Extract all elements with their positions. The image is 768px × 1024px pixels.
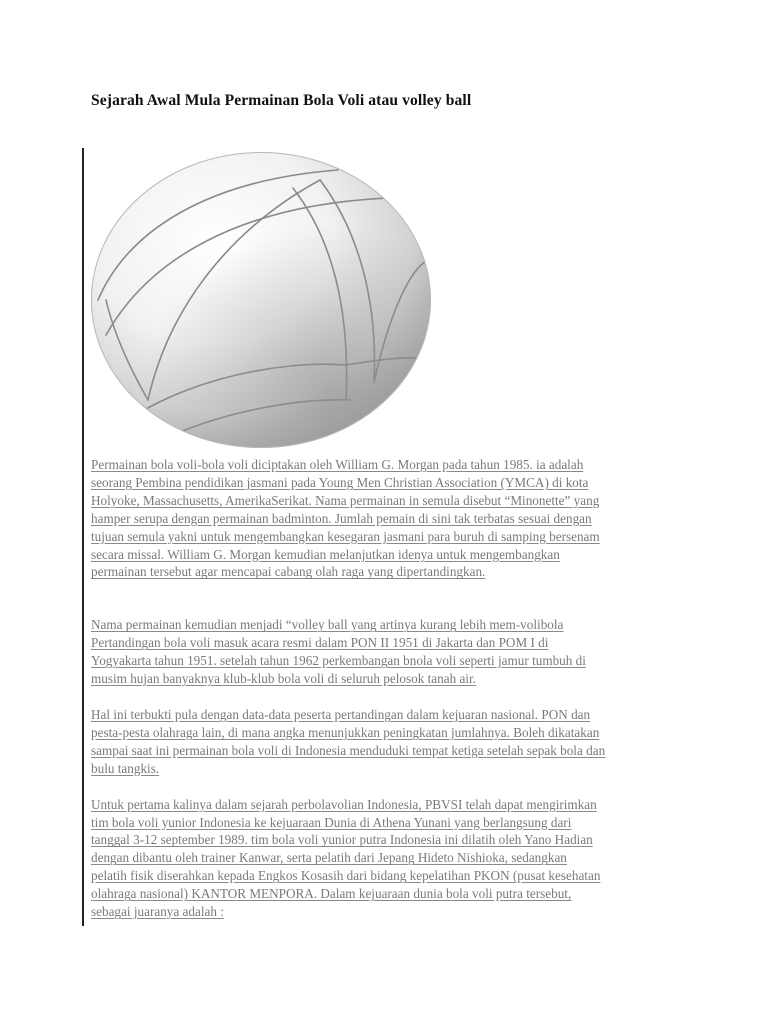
paragraph-origin: Permainan bola voli-bola voli diciptakan oleh William G. Morgan pada tahun 1985. ia adalah seorang Pembina pendidikan jasmani pada Young Men Christian Association (YMCA) di kota Holyoke, Massachusetts, AmerikaSerikat. Nama permainan in semula disebut “Minonette” yang hamper serupa dengan permainan badminton. Jumlah pemain di sini tak terbatas sesuai dengan tujuan semula yakni untuk mengembangkan kesegaran jasmani para buruh di samping bersenam secara missal. William G. Morgan kemudian melanjutkan idenya untuk mengembangkan permainan tersebut agar mencapai cabang olah raga yang dipertandingkan. xyxy=(91,457,600,580)
volleyball-icon xyxy=(88,150,434,450)
volleyball-image xyxy=(88,150,434,450)
page-title: Sejarah Awal Mula Permainan Bola Voli atau volley ball xyxy=(91,92,472,109)
paragraph-national-growth: Hal ini terbukti pula dengan data-data peserta pertandingan dalam kejuaran nasional. PON dan pesta-pesta olahraga lain, di mana angka menunjukkan peningkatan jumlahnya. Boleh dikatakan sampai saat ini permainan bola voli di Indonesia menduduki tempat ketiga setelah sepak bola dan bulu tangkis. xyxy=(91,706,606,776)
article-body xyxy=(91,456,691,921)
left-margin-bar xyxy=(82,148,84,926)
paragraph-name-change: Nama permainan kemudian menjadi “volley ball yang artinya kurang lebih mem-volibola Pertandingan bola voli masuk acara resmi dalam PON II 1951 di Jakarta dan POM I di Yogyakarta tahun 1951. setelah tahun 1962 perkembangan bnola voli seperti jamur tumbuh di musim hujan banyaknya klub-klub bola voli di seluruh pelosok tanah air. xyxy=(91,617,586,687)
paragraph-junior-team: Untuk pertama kalinya dalam sejarah perbolavolian Indonesia, PBVSI telah dapat mengirimkan tim bola voli yunior Indonesia ke kejuaraan Dunia di Athena Yunani yang berlangsung dari tanggal 3-12 september 1989. tim bola voli yunior putra Indonesia ini dilatih oleh Yano Hadian dengan dibantu oleh trainer Kanwar, serta pelatih dari Jepang Hideto Nishioka, sedangkan pelatih fisik diserahkan kepada Engkos Kosasih dari bidang kepelatihan PKON (pusat kesehatan olahraga nasional) KANTOR MENPORA. Dalam kejuaraan dunia bola voli putra tersebut, sebagai juaranya adalah : xyxy=(91,796,601,920)
